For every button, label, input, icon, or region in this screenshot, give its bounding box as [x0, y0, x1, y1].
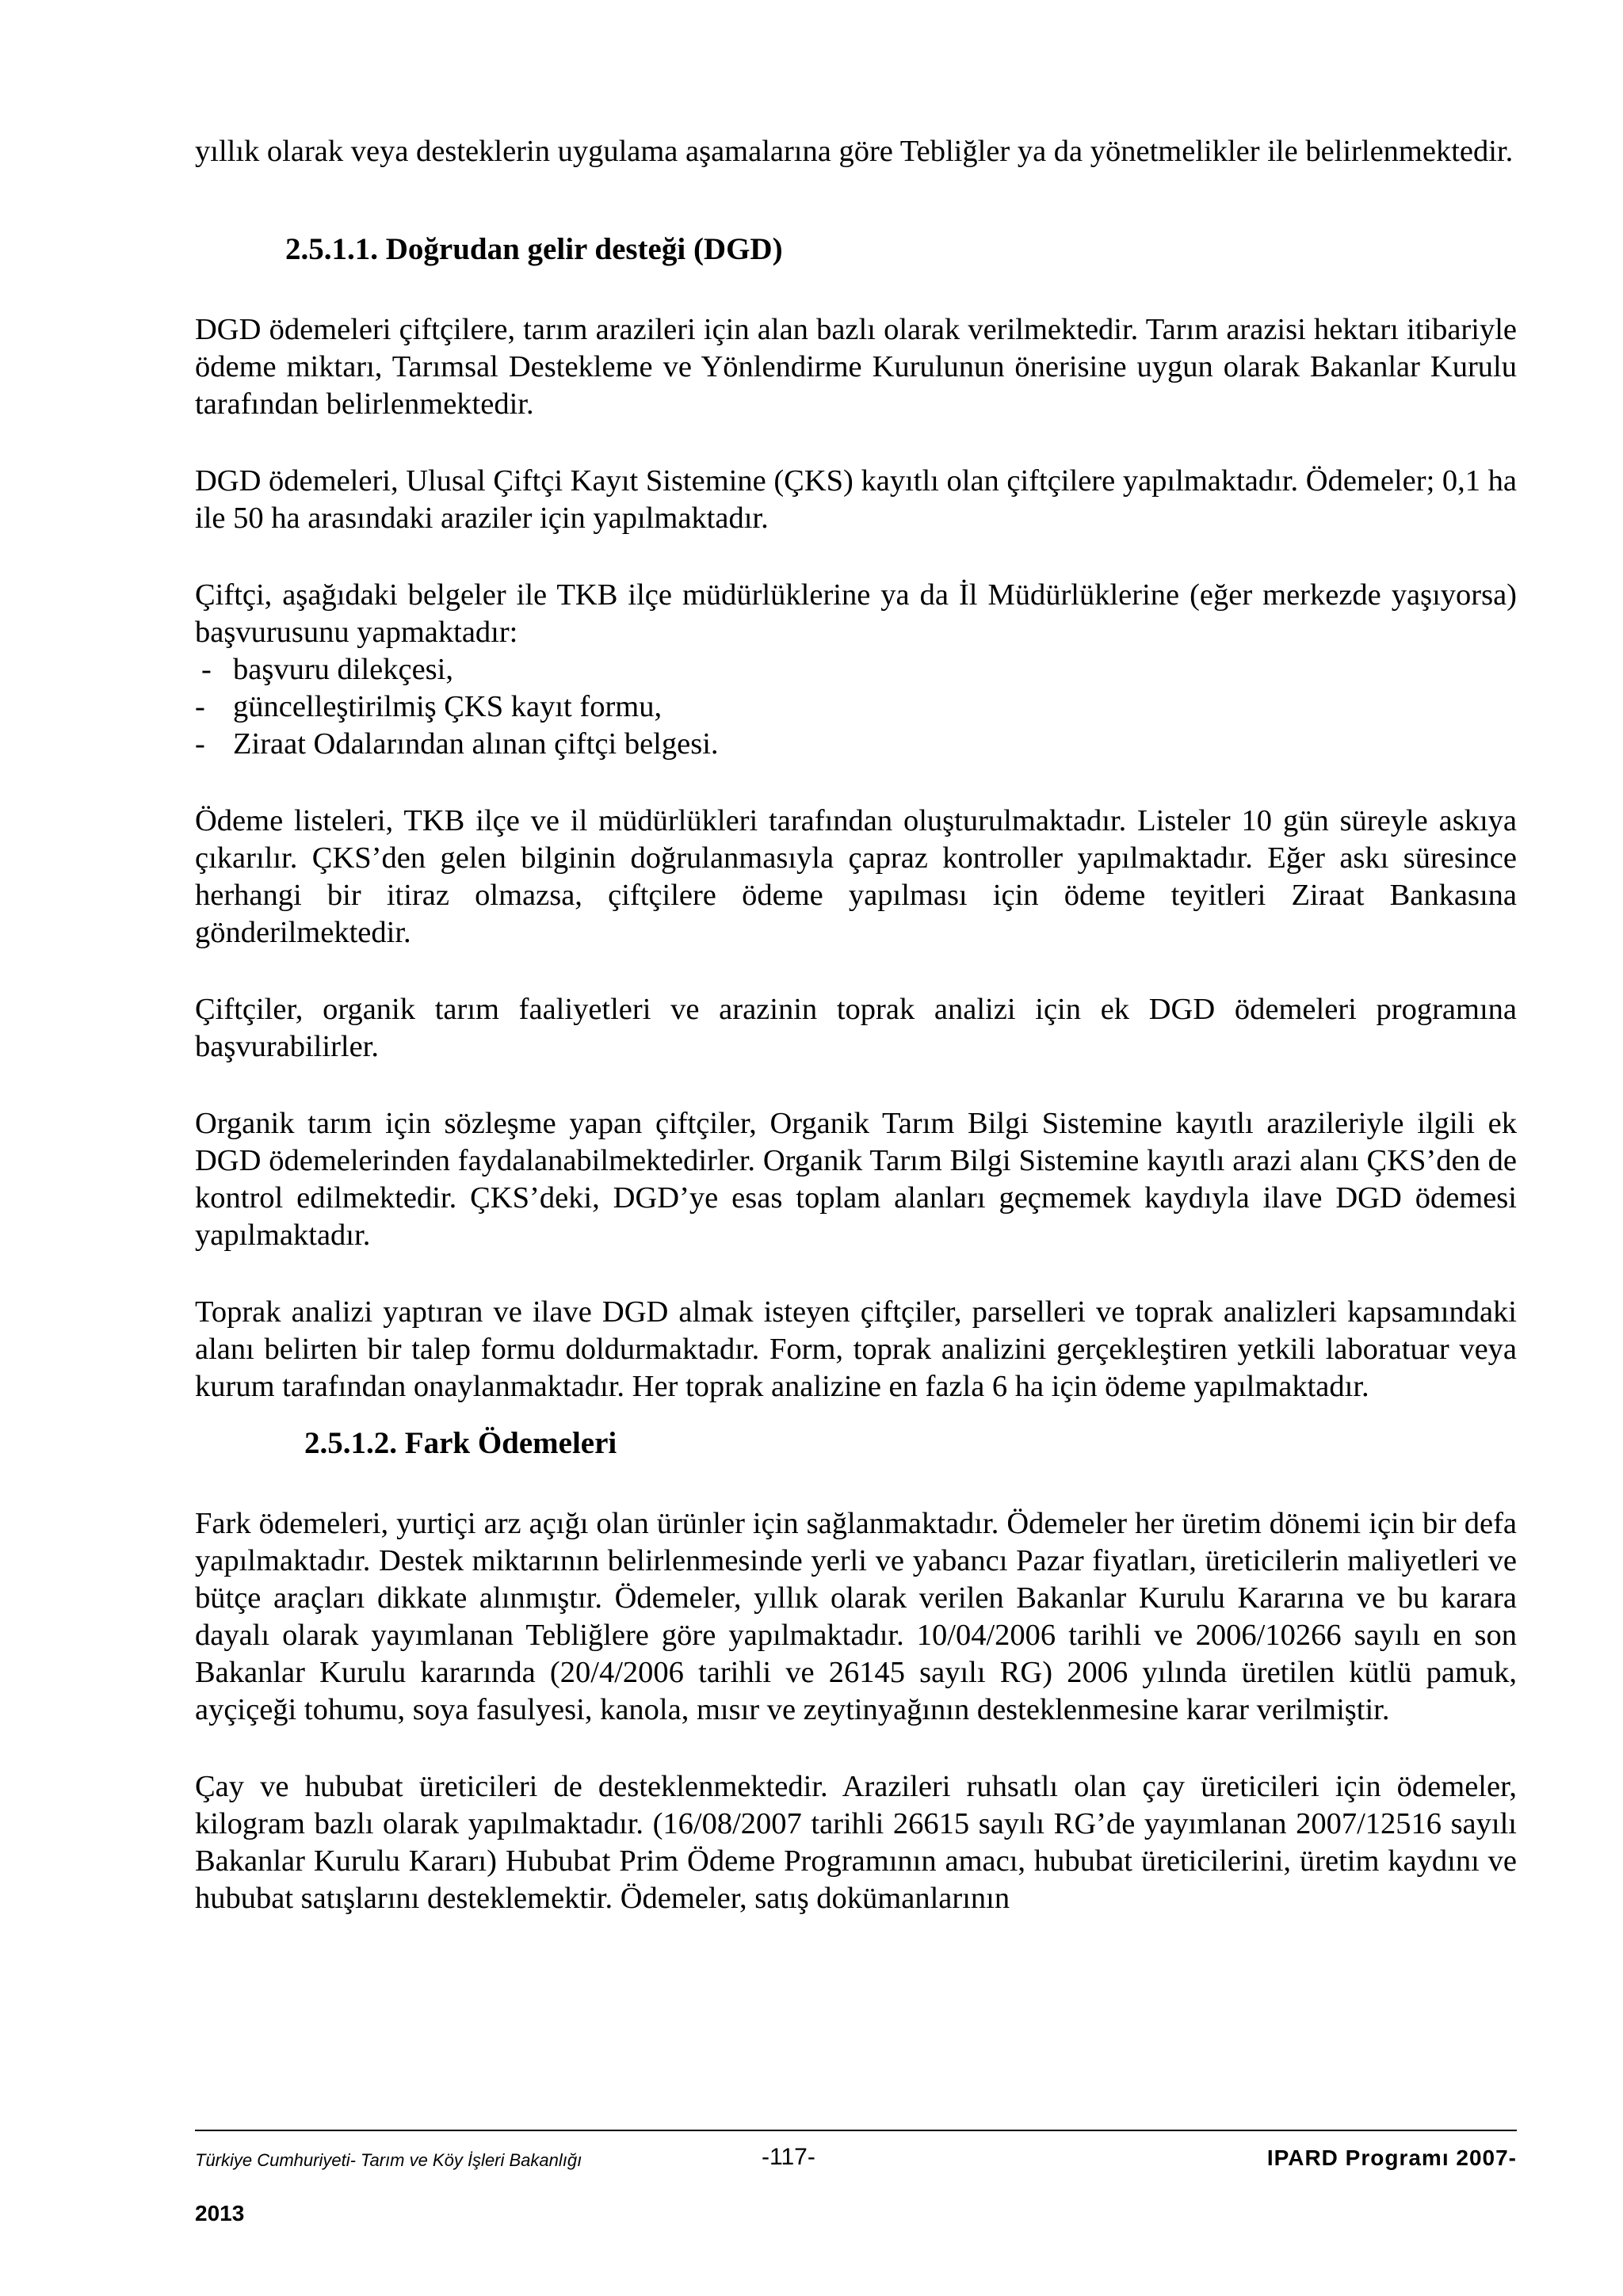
list-item-text: Ziraat Odalarından alınan çiftçi belgesi.: [233, 727, 719, 761]
list-dash: -: [201, 653, 212, 686]
paragraph-dgd-payments: DGD ödemeleri çiftçilere, tarım arazileri için alan bazlı olarak verilmektedir. Tarım arazisi hektarı itibariyle ödeme miktarı, Tarımsal Destekleme ve Yönlendirme Kurulunun önerisine uygun olarak Bakanlar Kurulu tarafından belirlenmektedir.: [195, 313, 1517, 421]
list-item: [195, 688, 1517, 726]
list-item: [195, 726, 1517, 763]
paragraph-intro-continued: yıllık olarak veya desteklerin uygulama aşamalarına göre Tebliğler ya da yönetmelikler ile belirlenmektedir.: [195, 135, 1514, 168]
document-page: [195, 133, 1517, 1957]
list-dash: -: [195, 690, 205, 723]
list-item-text: güncelleştirilmiş ÇKS kayıt formu,: [233, 690, 663, 723]
paragraph-application: Çiftçi, aşağıdaki belgeler ile TKB ilçe müdürlüklerine ya da İl Müdürlüklerine (eğer merkezde yaşıyorsa) başvurusunu yapmaktadır:: [195, 578, 1517, 649]
footer-year: 2013: [195, 2201, 245, 2225]
list-item-text: başvuru dilekçesi,: [233, 653, 453, 686]
section-heading-dgd: 2.5.1.1. Doğrudan gelir desteği (DGD): [285, 232, 783, 266]
footer-program: IPARD Programı 2007-: [1266, 2145, 1517, 2170]
footer-divider: [195, 2130, 1517, 2131]
footer-ministry: Türkiye Cumhuriyeti- Tarım ve Köy İşleri Bakanlığı: [195, 2150, 582, 2170]
paragraph-soil-analysis: Toprak analizi yaptıran ve ilave DGD almak isteyen çiftçiler, parselleri ve toprak analizleri kapsamındaki alanı belirten bir talep formu doldurmaktadır. Form, toprak analizini gerçekleştiren yetkili laboratuar veya kurum tarafından onaylanmaktadır. Her toprak analizine en fazla 6 ha için ödeme yapılmaktadır.: [195, 1295, 1517, 1403]
paragraph-organic-contract: Organik tarım için sözleşme yapan çiftçiler, Organik Tarım Bilgi Sistemine kayıtlı arazileriyle ilgili ek DGD ödemelerinden faydalanabilmektedirler. Organik Tarım Bilgi Sistemine kayıtlı arazi alanı ÇKS’den de kontrol edilmektedir. ÇKS’deki, DGD’ye esas toplam alanları geçmemek kaydıyla ilave DGD ödemesi yapılmaktadır.: [195, 1107, 1517, 1252]
list-dash: -: [195, 727, 205, 761]
page-number: -117-: [762, 2144, 815, 2170]
paragraph-payment-lists: Ödeme listeleri, TKB ilçe ve il müdürlükleri tarafından oluşturulmaktadır. Listeler 10 gün süreyle askıya çıkarılır. ÇKS’den gelen bilginin doğrulanmasıyla çapraz kontroller yapılmaktadır. Eğer askı süresince herhangi bir itiraz olmazsa, çiftçilere ödeme yapılması için ödeme teyitleri Ziraat Bankasına gönderilmektedir.: [195, 804, 1517, 949]
list-item: [195, 651, 1517, 688]
paragraph-tea-cereal: Çay ve hububat üreticileri de desteklenmektedir. Arazileri ruhsatlı olan çay üreticileri için ödemeler, kilogram bazlı olarak yapılmaktadır. (16/08/2007 tarihli 26615 sayılı RG’de yayımlanan 2007/12516 sayılı Bakanlar Kurulu Kararı) Hububat Prim Ödeme Programının amacı, hububat üreticilerini, üretim kaydını ve hububat satışlarını desteklemektir. Ödemeler, satış dokümanlarının: [195, 1770, 1517, 1915]
paragraph-fark-payments: Fark ödemeleri, yurtiçi arz açığı olan ürünler için sağlanmaktadır. Ödemeler her üretim dönemi için bir defa yapılmaktadır. Destek miktarının belirlenmesinde yerli ve yabancı Pazar fiyatları, üreticilerin maliyetleri ve bütçe araçları dikkate alınmıştır. Ödemeler, yıllık olarak verilen Bakanlar Kurulu Kararına ve bu karara dayalı olarak yayımlanan Tebliğlere göre yapılmaktadır. 10/04/2006 tarihli ve 2006/10266 sayılı en son Bakanlar Kurulu kararında (20/4/2006 tarihli ve 26145 sayılı RG) 2006 yılında üretilen kütlü pamuk, ayçiçeği tohumu, soya fasulyesi, kanola, mısır ve zeytinyağının desteklenmesine karar verilmiştir.: [195, 1507, 1517, 1726]
section-heading-fark: 2.5.1.2. Fark Ödemeleri: [304, 1426, 617, 1460]
document-list: [195, 651, 1517, 763]
paragraph-cks-registration: DGD ödemeleri, Ulusal Çiftçi Kayıt Sistemine (ÇKS) kayıtlı olan çiftçilere yapılmaktadır. Ödemeler; 0,1 ha ile 50 ha arasındaki araziler için yapılmaktadır.: [195, 464, 1517, 535]
page-footer: [195, 2144, 1517, 2176]
paragraph-organic-apply: Çiftçiler, organik tarım faaliyetleri ve arazinin toprak analizi için ek DGD ödemeleri programına başvurabilirler.: [195, 993, 1517, 1063]
